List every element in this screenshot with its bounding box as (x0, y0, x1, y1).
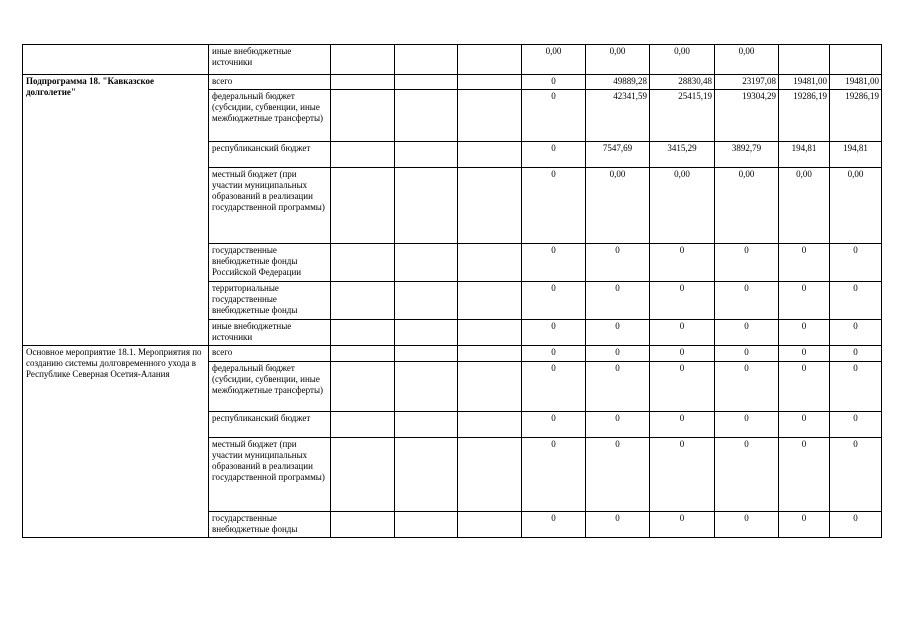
value-cell: 19481,00 (830, 75, 882, 90)
empty-cell (331, 438, 395, 512)
value-cell: 0,00 (650, 168, 715, 244)
value-cell: 0 (586, 512, 650, 538)
empty-cell (395, 438, 458, 512)
value-cell: 28830,48 (650, 75, 715, 90)
value-cell: 0 (830, 244, 882, 282)
value-cell: 0 (522, 244, 586, 282)
funding-source-cell: территориальные государственные внебюджетные фонды (209, 282, 331, 320)
empty-cell (458, 244, 522, 282)
empty-cell (458, 142, 522, 168)
funding-source-cell: всего (209, 346, 331, 362)
empty-cell (331, 142, 395, 168)
value-cell: 0,00 (650, 45, 715, 75)
value-cell: 19481,00 (779, 75, 830, 90)
value-cell: 0 (586, 438, 650, 512)
value-cell: 0,00 (586, 168, 650, 244)
funding-source-cell: республиканский бюджет (209, 412, 331, 438)
empty-cell (458, 362, 522, 412)
empty-cell (395, 346, 458, 362)
value-cell: 0 (830, 412, 882, 438)
empty-cell (331, 90, 395, 142)
value-cell: 0 (522, 362, 586, 412)
empty-cell (395, 512, 458, 538)
value-cell: 0 (650, 320, 715, 346)
value-cell: 0 (586, 282, 650, 320)
empty-cell (458, 168, 522, 244)
value-cell: 0,00 (779, 168, 830, 244)
value-cell: 0 (586, 346, 650, 362)
value-cell: 0 (779, 512, 830, 538)
activity-name-cell: Основное мероприятие 18.1. Мероприятия по созданию системы долговременного ухода в Республике Северная Осетия-Алания (23, 346, 209, 538)
value-cell: 0 (779, 412, 830, 438)
empty-cell (331, 168, 395, 244)
value-cell: 0 (830, 438, 882, 512)
value-cell (779, 45, 830, 75)
empty-cell (331, 45, 395, 75)
value-cell: 0 (650, 438, 715, 512)
empty-cell (395, 45, 458, 75)
value-cell: 0,00 (586, 45, 650, 75)
table-row (23, 346, 882, 362)
subprogram-name-cell: Подпрограмма 18. "Кавказское долголетие" (23, 75, 209, 346)
value-cell: 0 (522, 90, 586, 142)
empty-cell (395, 75, 458, 90)
empty-cell (331, 362, 395, 412)
value-cell: 0 (715, 362, 779, 412)
value-cell: 0 (522, 282, 586, 320)
funding-source-cell: республиканский бюджет (209, 142, 331, 168)
value-cell: 0 (522, 512, 586, 538)
funding-source-cell: иные внебюджетные источники (209, 45, 331, 75)
empty-cell (458, 90, 522, 142)
empty-cell (458, 346, 522, 362)
value-cell: 42341,59 (586, 90, 650, 142)
value-cell: 0 (779, 244, 830, 282)
value-cell: 194,81 (830, 142, 882, 168)
empty-cell (458, 75, 522, 90)
empty-cell (458, 282, 522, 320)
value-cell: 0 (830, 512, 882, 538)
empty-cell (331, 75, 395, 90)
empty-cell (331, 282, 395, 320)
value-cell: 0 (650, 244, 715, 282)
empty-cell (331, 512, 395, 538)
value-cell: 0 (650, 346, 715, 362)
funding-source-cell: местный бюджет (при участии муниципальных образований в реализации государственной программы) (209, 438, 331, 512)
value-cell: 0 (522, 346, 586, 362)
funding-source-cell: федеральный бюджет (субсидии, субвенции, иные межбюджетные трансферты) (209, 362, 331, 412)
value-cell: 0 (650, 362, 715, 412)
value-cell: 0 (586, 412, 650, 438)
value-cell: 7547,69 (586, 142, 650, 168)
funding-source-cell: федеральный бюджет (субсидии, субвенции, иные межбюджетные трансферты) (209, 90, 331, 142)
value-cell: 0 (715, 346, 779, 362)
value-cell: 0,00 (715, 45, 779, 75)
value-cell: 3892,79 (715, 142, 779, 168)
empty-cell (331, 244, 395, 282)
empty-cell (395, 320, 458, 346)
value-cell: 0 (522, 438, 586, 512)
value-cell: 0 (779, 362, 830, 412)
value-cell: 0 (830, 346, 882, 362)
funding-source-cell: местный бюджет (при участии муниципальных образований в реализации государственной программы) (209, 168, 331, 244)
empty-cell (395, 282, 458, 320)
empty-cell (458, 412, 522, 438)
empty-cell (458, 320, 522, 346)
empty-cell (395, 244, 458, 282)
value-cell: 0 (715, 412, 779, 438)
empty-cell (331, 346, 395, 362)
value-cell: 0 (715, 282, 779, 320)
empty-cell (395, 412, 458, 438)
budget-table (22, 44, 882, 538)
funding-source-cell: всего (209, 75, 331, 90)
value-cell: 0,00 (715, 168, 779, 244)
empty-cell (458, 438, 522, 512)
value-cell: 0 (779, 346, 830, 362)
value-cell: 0 (779, 438, 830, 512)
value-cell: 0 (650, 282, 715, 320)
value-cell: 0 (522, 412, 586, 438)
table-row (23, 75, 882, 90)
value-cell: 0 (830, 362, 882, 412)
empty-cell (395, 142, 458, 168)
table-row (23, 45, 882, 75)
value-cell: 0 (715, 244, 779, 282)
value-cell (830, 45, 882, 75)
value-cell: 25415,19 (650, 90, 715, 142)
value-cell: 49889,28 (586, 75, 650, 90)
value-cell: 0 (830, 282, 882, 320)
empty-cell (331, 412, 395, 438)
value-cell: 0 (779, 282, 830, 320)
value-cell: 19304,29 (715, 90, 779, 142)
value-cell: 0 (522, 142, 586, 168)
value-cell: 19286,19 (830, 90, 882, 142)
value-cell: 0 (715, 438, 779, 512)
value-cell: 0 (650, 412, 715, 438)
value-cell: 194,81 (779, 142, 830, 168)
value-cell: 0 (650, 512, 715, 538)
empty-cell (458, 512, 522, 538)
value-cell: 0,00 (830, 168, 882, 244)
empty-cell (395, 362, 458, 412)
funding-source-cell: иные внебюджетные источники (209, 320, 331, 346)
value-cell: 0 (586, 244, 650, 282)
value-cell: 3415,29 (650, 142, 715, 168)
value-cell: 0 (830, 320, 882, 346)
value-cell: 0 (779, 320, 830, 346)
value-cell: 0 (715, 512, 779, 538)
empty-cell (395, 168, 458, 244)
value-cell: 0,00 (522, 45, 586, 75)
value-cell: 0 (586, 320, 650, 346)
empty-cell (331, 320, 395, 346)
value-cell: 0 (522, 168, 586, 244)
funding-source-cell: государственные внебюджетные фонды Российской Федерации (209, 244, 331, 282)
value-cell: 0 (522, 75, 586, 90)
value-cell: 0 (522, 320, 586, 346)
empty-cell (458, 45, 522, 75)
value-cell: 0 (715, 320, 779, 346)
value-cell: 19286,19 (779, 90, 830, 142)
program-name-cell (23, 45, 209, 75)
value-cell: 23197,08 (715, 75, 779, 90)
value-cell: 0 (586, 362, 650, 412)
empty-cell (395, 90, 458, 142)
funding-source-cell: государственные внебюджетные фонды (209, 512, 331, 538)
